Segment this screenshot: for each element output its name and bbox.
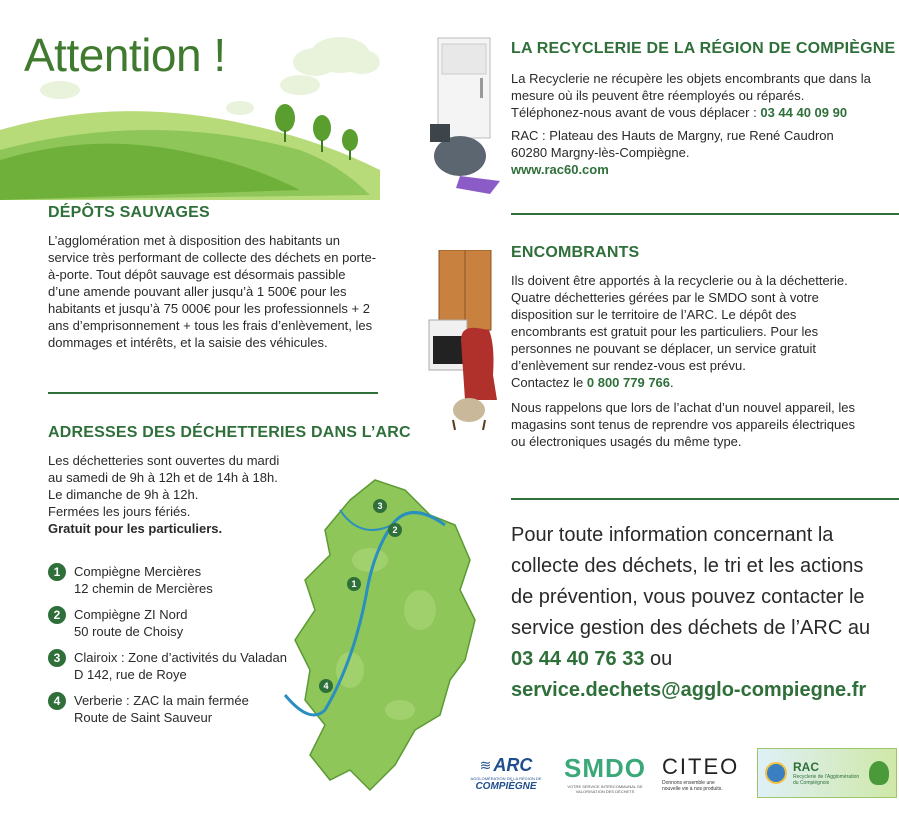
smdo-logo-name: SMDO [564, 752, 646, 783]
divider-right-top [511, 213, 899, 215]
arc-logo-city: COMPIÈGNE [475, 780, 537, 792]
contact-block [511, 520, 871, 706]
contact-phone[interactable]: 03 44 40 76 33 [511, 648, 645, 670]
encombrants-title: ENCOMBRANTS [511, 244, 640, 261]
address-street: D 142, rue de Roye [74, 667, 187, 682]
free-label: Gratuit pour les particuliers. [48, 521, 223, 536]
encombrants-phone[interactable]: 0 800 779 766 [586, 375, 671, 390]
map-marker-3: 3 [377, 501, 383, 511]
divider-left [48, 392, 378, 394]
wave-icon: ≋ [479, 756, 492, 773]
map-marker-4: 4 [323, 681, 329, 691]
arc-logo-sub: AGGLOMÉRATION DE LA RÉGION DE [470, 775, 542, 781]
citeo-logo-name: CITEO [662, 754, 740, 779]
citeo-logo-sub: Donnons ensemble une nouvelle vie à nos produits. [662, 780, 723, 792]
hours-line: Les déchetteries sont ouvertes du mardi [48, 453, 280, 468]
depots-title: DÉPÔTS SAUVAGES [48, 204, 210, 221]
address-name: Clairoix : Zone d’activités du Valadan [74, 650, 287, 665]
arc-logo [466, 748, 546, 798]
recyclerie-p1: La Recyclerie ne récupère les objets encombrants que dans la mesure où ils peuvent être réemployés ou réparés. [511, 71, 871, 103]
recyclerie-addr2: 60280 Margny-lès-Compiègne. [511, 145, 690, 160]
encombrants-contact-end: . [670, 375, 674, 390]
encombrants-p2: Nous rappelons que lors de l’achat d’un nouvel appareil, les magasins sont tenus de reprendre vos appareils électriques ou électroniques usagés du même type. [511, 400, 855, 449]
depots-text: L’agglomération met à disposition des habitants un service très performant de collecte des déchets en porte-à-porte. Tout dépôt sauvage est désormais passible d’une amende pouvant aller jusqu’à 1 500€ pour les habitants et jusqu’à 75 000€ pour les professionnels + 2 ans d’emprisonnement + tous les frais d’enlèvement, les dommages et intérêts, et la saisie des véhicules. [48, 233, 377, 350]
rac-globe-icon [765, 762, 787, 784]
citeo-logo [662, 748, 742, 798]
smdo-logo-sub: VOTRE SERVICE INTERCOMMUNAL DE VALORISATION DES DÉCHETS [567, 783, 643, 794]
dechetteries-list [48, 563, 308, 735]
rac-logo-name: RAC [793, 760, 819, 774]
encombrants-contact: Contactez le [511, 375, 587, 390]
list-item [48, 563, 308, 597]
arc-logo-name: ARC [493, 754, 533, 775]
recyclerie-text [511, 70, 871, 178]
address-street: 12 chemin de Mercières [74, 581, 213, 596]
address-name: Compiègne ZI Nord [74, 607, 188, 622]
hours-line: Fermées les jours fériés. [48, 504, 191, 519]
marker-number: 2 [48, 606, 66, 624]
address-name: Verberie : ZAC la main fermée [74, 693, 249, 708]
encombrants-text [511, 272, 861, 450]
map-marker-1: 1 [351, 579, 357, 589]
list-item [48, 692, 308, 726]
address-street: 50 route de Choisy [74, 624, 184, 639]
recyclerie-title: LA RECYCLERIE DE LA RÉGION DE COMPIÈGNE [511, 40, 896, 57]
contact-text: Pour toute information concernant la collecte des déchets, le tri et les actions de prévention, vous pouvez contacter le service gestion des déchets de l’ARC au [511, 524, 871, 639]
appliances-illustration [420, 36, 505, 196]
territory-map [280, 470, 480, 800]
furniture-illustration [425, 250, 505, 430]
marker-number: 4 [48, 692, 66, 710]
tree-icon [869, 761, 889, 785]
contact-email[interactable]: service.dechets@agglo-compiegne.fr [511, 679, 867, 701]
smdo-logo [560, 748, 650, 798]
hours-line: Le dimanche de 9h à 12h. [48, 487, 199, 502]
hours-line: au samedi de 9h à 12h et de 14h à 18h. [48, 470, 278, 485]
rac-logo [757, 748, 897, 798]
recyclerie-phone[interactable]: 03 44 40 09 90 [760, 105, 848, 120]
list-item [48, 649, 308, 683]
address-name: Compiègne Mercières [74, 564, 202, 579]
rac-logo-sub: Recyclerie de l’Agglomération du Compiégnois [793, 774, 860, 786]
recyclerie-link[interactable]: www.rac60.com [511, 162, 609, 177]
recyclerie-call: Téléphonez-nous avant de vous déplacer : [511, 105, 761, 120]
marker-number: 3 [48, 649, 66, 667]
marker-number: 1 [48, 563, 66, 581]
page-title: Attention ! [24, 29, 226, 81]
dechetteries-title: ADRESSES DES DÉCHETTERIES DANS L’ARC [48, 424, 411, 441]
divider-right-bottom [511, 498, 899, 500]
map-marker-2: 2 [392, 525, 398, 535]
recyclerie-addr1: RAC : Plateau des Hauts de Margny, rue René Caudron [511, 128, 834, 143]
address-street: Route de Saint Sauveur [74, 710, 213, 725]
list-item [48, 606, 308, 640]
contact-or: ou [644, 648, 673, 670]
encombrants-p1: Ils doivent être apportés à la recyclerie ou à la déchetterie. Quatre déchetteries gérées par le SMDO sont à votre disposition sur le territoire de l’ARC. Le dépôt des encombrants est gratuit pour les particuliers. Pour les personnes ne pouvant se déplacer, un service gratuit d’enlèvement sur rendez-vous est prévu. [511, 273, 848, 373]
dechetteries-hours [48, 452, 298, 537]
